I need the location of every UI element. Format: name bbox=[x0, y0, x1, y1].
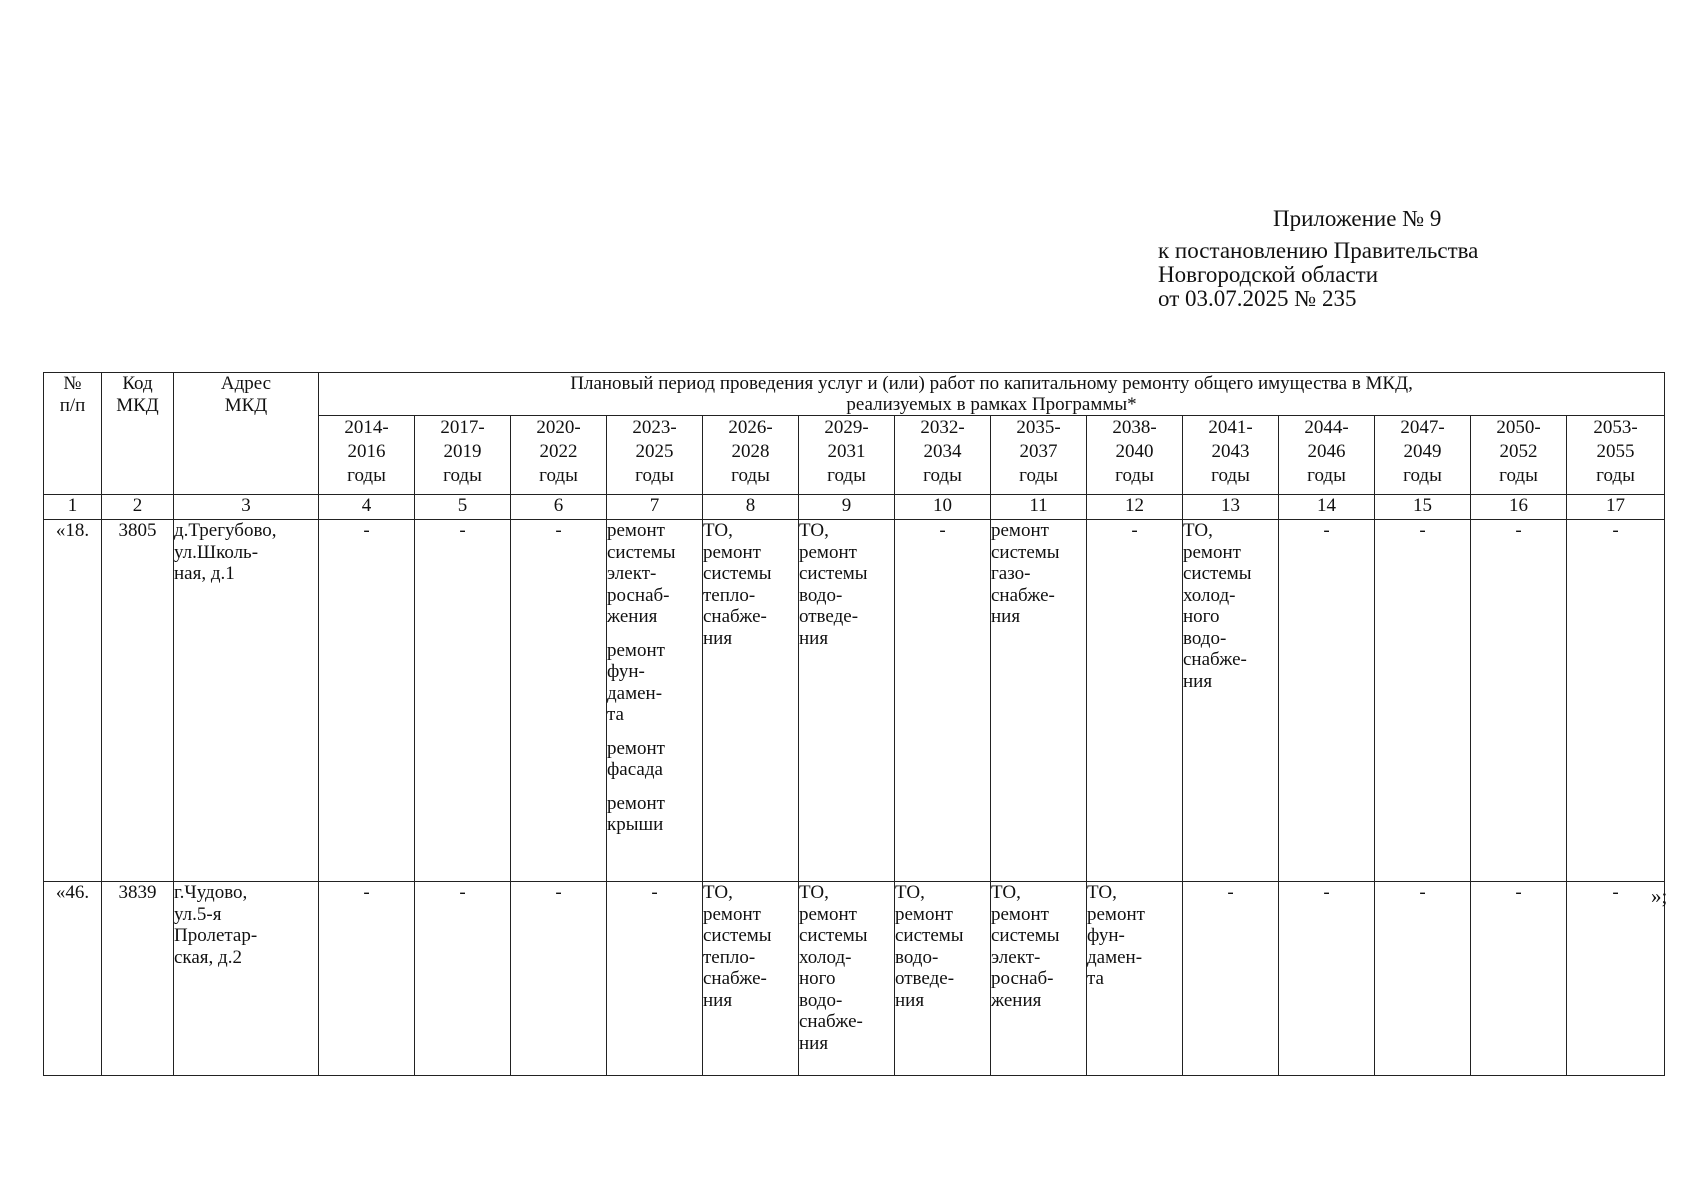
header-code: Код МКД bbox=[102, 373, 174, 495]
column-number-15: 15 bbox=[1375, 495, 1471, 520]
column-number-6: 6 bbox=[511, 495, 607, 520]
column-number-3: 3 bbox=[174, 495, 319, 520]
column-number-1: 1 bbox=[44, 495, 102, 520]
row-address: г.Чудово, ул.5-я Пролетар- ская, д.2 bbox=[174, 882, 319, 1076]
column-number-4: 4 bbox=[319, 495, 415, 520]
work-item: ремонт системы элект- роснаб- жения bbox=[607, 520, 676, 627]
header-period-2: 2017- 2019 годы bbox=[415, 416, 511, 495]
work-cell: - bbox=[607, 882, 703, 1076]
work-cell: - bbox=[1375, 882, 1471, 1076]
work-cell: - bbox=[1471, 882, 1567, 1076]
column-number-7: 7 bbox=[607, 495, 703, 520]
column-number-10: 10 bbox=[895, 495, 991, 520]
repair-schedule-table bbox=[43, 372, 1668, 1076]
work-cell: - bbox=[511, 882, 607, 1076]
annex-line-1: к постановлению Правительства bbox=[1158, 238, 1479, 263]
work-item: ремонт крыши bbox=[607, 792, 665, 835]
work-item: ТО, ремонт системы холод- ного водо- снабже- ния bbox=[799, 882, 868, 1054]
annex-line-2: Новгородской области bbox=[1158, 262, 1379, 287]
work-cell: - bbox=[1087, 520, 1183, 882]
work-cell bbox=[607, 520, 703, 882]
header-period-13: 2050- 2052 годы bbox=[1471, 416, 1567, 495]
closing-quote-mark: »; bbox=[1651, 884, 1668, 908]
work-item: ремонт фасада bbox=[607, 737, 665, 780]
work-cell: - bbox=[1567, 882, 1665, 1076]
header-period-1: 2014- 2016 годы bbox=[319, 416, 415, 495]
table-row bbox=[44, 520, 1665, 882]
work-item: ТО, ремонт системы водо- отведе- ния bbox=[799, 520, 868, 649]
work-cell bbox=[991, 882, 1087, 1076]
column-number-12: 12 bbox=[1087, 495, 1183, 520]
work-cell: - bbox=[319, 882, 415, 1076]
work-cell bbox=[703, 520, 799, 882]
work-cell: - bbox=[1279, 882, 1375, 1076]
header-no: № п/п bbox=[44, 373, 102, 495]
header-row-main bbox=[44, 373, 1665, 416]
header-period-6: 2029- 2031 годы bbox=[799, 416, 895, 495]
work-item: ТО, ремонт фун- дамен- та bbox=[1087, 882, 1145, 989]
annex-title: Приложение № 9 bbox=[1273, 206, 1442, 231]
header-period-9: 2038- 2040 годы bbox=[1087, 416, 1183, 495]
column-number-13: 13 bbox=[1183, 495, 1279, 520]
row-number: «18. bbox=[44, 520, 102, 882]
row-code: 3839 bbox=[102, 882, 174, 1076]
work-item: ТО, ремонт системы тепло- снабже- ния bbox=[703, 520, 772, 649]
header-period-12: 2047- 2049 годы bbox=[1375, 416, 1471, 495]
header-period-3: 2020- 2022 годы bbox=[511, 416, 607, 495]
column-number-17: 17 bbox=[1567, 495, 1665, 520]
header-period-11: 2044- 2046 годы bbox=[1279, 416, 1375, 495]
column-number-5: 5 bbox=[415, 495, 511, 520]
work-cell: - bbox=[1471, 520, 1567, 882]
work-cell bbox=[1087, 882, 1183, 1076]
work-cell bbox=[895, 882, 991, 1076]
header-period-7: 2032- 2034 годы bbox=[895, 416, 991, 495]
work-cell: - bbox=[1375, 520, 1471, 882]
work-item: ТО, ремонт системы водо- отведе- ния bbox=[895, 882, 964, 1011]
work-cell: - bbox=[415, 520, 511, 882]
column-number-14: 14 bbox=[1279, 495, 1375, 520]
column-number-11: 11 bbox=[991, 495, 1087, 520]
work-cell bbox=[1183, 520, 1279, 882]
header-period-8: 2035- 2037 годы bbox=[991, 416, 1087, 495]
work-cell: - bbox=[1567, 520, 1665, 882]
work-cell: - bbox=[1183, 882, 1279, 1076]
row-number: «46. bbox=[44, 882, 102, 1076]
header-planned-period: Плановый период проведения услуг и (или) работ по капитальному ремонту общего имущества в МКД, реализуемых в рамках Программы* bbox=[319, 373, 1665, 416]
work-cell: - bbox=[319, 520, 415, 882]
work-cell bbox=[991, 520, 1087, 882]
work-cell: - bbox=[511, 520, 607, 882]
work-cell bbox=[703, 882, 799, 1076]
work-item: ТО, ремонт системы тепло- снабже- ния bbox=[703, 882, 772, 1011]
header-period-5: 2026- 2028 годы bbox=[703, 416, 799, 495]
work-cell: - bbox=[895, 520, 991, 882]
column-number-2: 2 bbox=[102, 495, 174, 520]
header-period-14: 2053- 2055 годы bbox=[1567, 416, 1665, 495]
header-address: Адрес МКД bbox=[174, 373, 319, 495]
column-number-16: 16 bbox=[1471, 495, 1567, 520]
header-period-10: 2041- 2043 годы bbox=[1183, 416, 1279, 495]
work-item: ТО, ремонт системы холод- ного водо- снабже- ния bbox=[1183, 520, 1252, 692]
column-number-8: 8 bbox=[703, 495, 799, 520]
row-address: д.Трегубово, ул.Школь- ная, д.1 bbox=[174, 520, 319, 882]
header-period-4: 2023- 2025 годы bbox=[607, 416, 703, 495]
work-item: ТО, ремонт системы элект- роснаб- жения bbox=[991, 882, 1060, 1011]
work-cell bbox=[799, 520, 895, 882]
work-cell bbox=[799, 882, 895, 1076]
work-item: ремонт системы газо- снабже- ния bbox=[991, 520, 1060, 627]
column-number-9: 9 bbox=[799, 495, 895, 520]
annex-block bbox=[1158, 207, 1598, 311]
column-numbers-row bbox=[44, 495, 1665, 520]
work-cell: - bbox=[415, 882, 511, 1076]
annex-line-3: от 03.07.2025 № 235 bbox=[1158, 286, 1357, 311]
row-code: 3805 bbox=[102, 520, 174, 882]
table-row bbox=[44, 882, 1665, 1076]
work-item: ремонт фун- дамен- та bbox=[607, 639, 665, 725]
work-cell: - bbox=[1279, 520, 1375, 882]
